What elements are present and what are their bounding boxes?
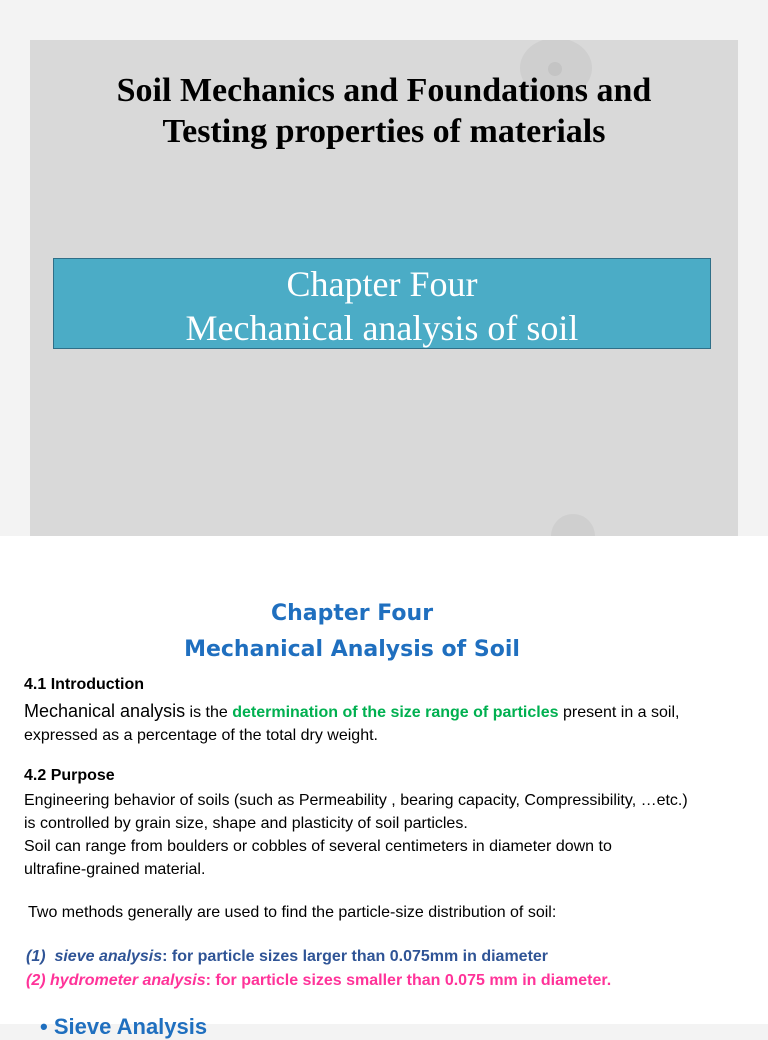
- intro-lead-term: Mechanical analysis: [24, 701, 186, 721]
- method-hydrometer: [26, 969, 611, 992]
- chapter-heading: [0, 596, 704, 668]
- cut-heading-text: Sieve Analysis: [53, 1014, 208, 1039]
- decorative-circle-bottom: [551, 514, 595, 536]
- intro-text2: present in a soil,: [558, 704, 680, 721]
- method-sieve: [26, 945, 548, 968]
- purpose-paragraph: [24, 789, 764, 881]
- slide-title-line1: Soil Mechanics and Foundations and: [116, 72, 652, 109]
- intro-text1: is the: [185, 704, 233, 721]
- chapter-heading-line2: Mechanical Analysis of Soil: [184, 637, 520, 662]
- purpose-title: 4.2 Purpose: [24, 767, 115, 784]
- cut-heading-bullet: •: [40, 1014, 54, 1039]
- method1-desc: : for particle sizes larger than 0.075mm in diameter: [162, 948, 549, 965]
- introduction-paragraph: [24, 700, 754, 747]
- chapter-banner-line1: Chapter Four: [286, 264, 478, 304]
- method2-number: (2): [26, 972, 46, 989]
- method2-desc: : for particle sizes smaller than 0.075 mm in diameter.: [205, 972, 612, 989]
- method1-name: sieve analysis: [54, 948, 163, 965]
- chapter-heading-line1: Chapter Four: [270, 601, 434, 626]
- chapter-banner-line2: Mechanical analysis of soil: [185, 308, 579, 348]
- method1-number: (1): [26, 948, 46, 965]
- purpose-line1: Engineering behavior of soils (such as Permeability , bearing capacity, Compressibility, …etc.): [24, 792, 688, 809]
- title-slide: [30, 40, 738, 536]
- intro-line2: expressed as a percentage of the total dry weight.: [24, 727, 378, 744]
- sieve-analysis-heading-cut: [40, 1014, 207, 1040]
- slide-title: [30, 70, 738, 152]
- purpose-line3: Soil can range from boulders or cobbles of several centimeters in diameter down to: [24, 838, 612, 855]
- method2-name: hydrometer analysis: [50, 972, 206, 989]
- introduction-title: 4.1 Introduction: [24, 676, 144, 693]
- methods-intro: Two methods generally are used to find the particle-size distribution of soil:: [28, 904, 557, 921]
- chapter-banner: [53, 258, 711, 349]
- content-page: [0, 536, 768, 1039]
- slide-title-line2: Testing properties of materials: [162, 113, 606, 150]
- purpose-line4: ultrafine-grained material.: [24, 861, 206, 878]
- purpose-line2: is controlled by grain size, shape and plasticity of soil particles.: [24, 815, 468, 832]
- intro-highlight: determination of the size range of particles: [232, 704, 559, 721]
